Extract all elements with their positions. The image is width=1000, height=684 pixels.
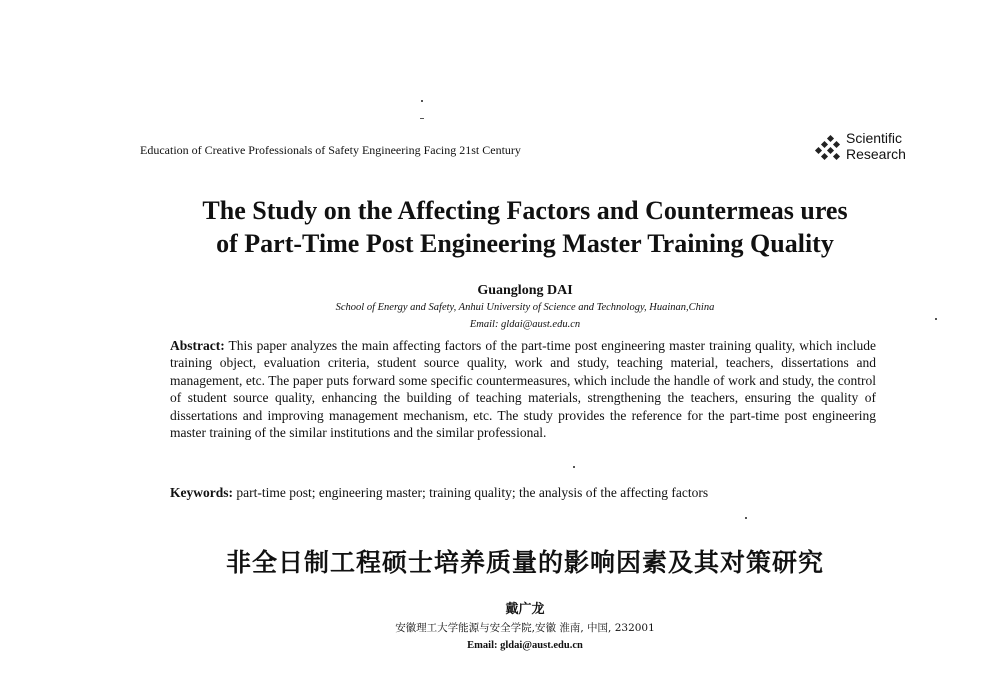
abstract-label: Abstract: (170, 338, 225, 353)
abstract-text: This paper analyzes the main affecting factors of the part-time post engineering master training quality, which include training object, evaluation criteria, student source quality, work and study, teaching material, teachers, dissertations and management, etc. The paper puts forward some specific countermeasures, which include the handle of work and study, the control of student source quality, enhancing the building of teaching materials, strengthening the teachers, ensuring the quality of dissertations and improving management mechanism, etc. The study provides the reference for the part-time post engineering master training of the similar institutions and the similar professional. (170, 338, 876, 441)
running-header: Education of Creative Professionals of Safety Engineering Facing 21st Century (140, 143, 521, 157)
chinese-author: 戴广龙 (505, 602, 545, 617)
logo-dots-icon (816, 136, 842, 162)
title-line-1: The Study on the Affecting Factors and Countermeas ures (202, 196, 848, 225)
scan-speck (745, 517, 747, 519)
logo-text (846, 130, 906, 162)
author-name: Guanglong DAI (477, 283, 573, 298)
publisher-logo (816, 130, 926, 170)
chinese-affiliation: 安徽理工大学能源与安全学院,安徽 淮南, 中国, 232001 (395, 622, 655, 634)
keywords-label: Keywords: (170, 485, 233, 500)
paper-title (140, 194, 910, 260)
logo-line-2: Research (846, 146, 906, 162)
scan-speck (421, 100, 423, 102)
scan-speck (420, 118, 424, 119)
scan-speck (573, 466, 575, 468)
abstract (170, 337, 876, 441)
keywords-text: part-time post; engineering master; training quality; the analysis of the affecting factors (233, 485, 709, 500)
scan-speck (935, 318, 937, 320)
chinese-email: Email: gldai@aust.edu.cn (467, 640, 583, 651)
title-line-2: of Part-Time Post Engineering Master Training Quality (216, 229, 834, 258)
author-affiliation: School of Energy and Safety, Anhui University of Science and Technology, Huainan,China (335, 302, 715, 313)
chinese-title: 非全日制工程硕士培养质量的影响因素及其对策研究 (225, 548, 824, 577)
cropped-text-line (170, 676, 876, 684)
logo-line-1: Scientific (846, 130, 903, 146)
author-email: Email: gldai@aust.edu.cn (469, 319, 581, 330)
keywords (170, 485, 876, 501)
